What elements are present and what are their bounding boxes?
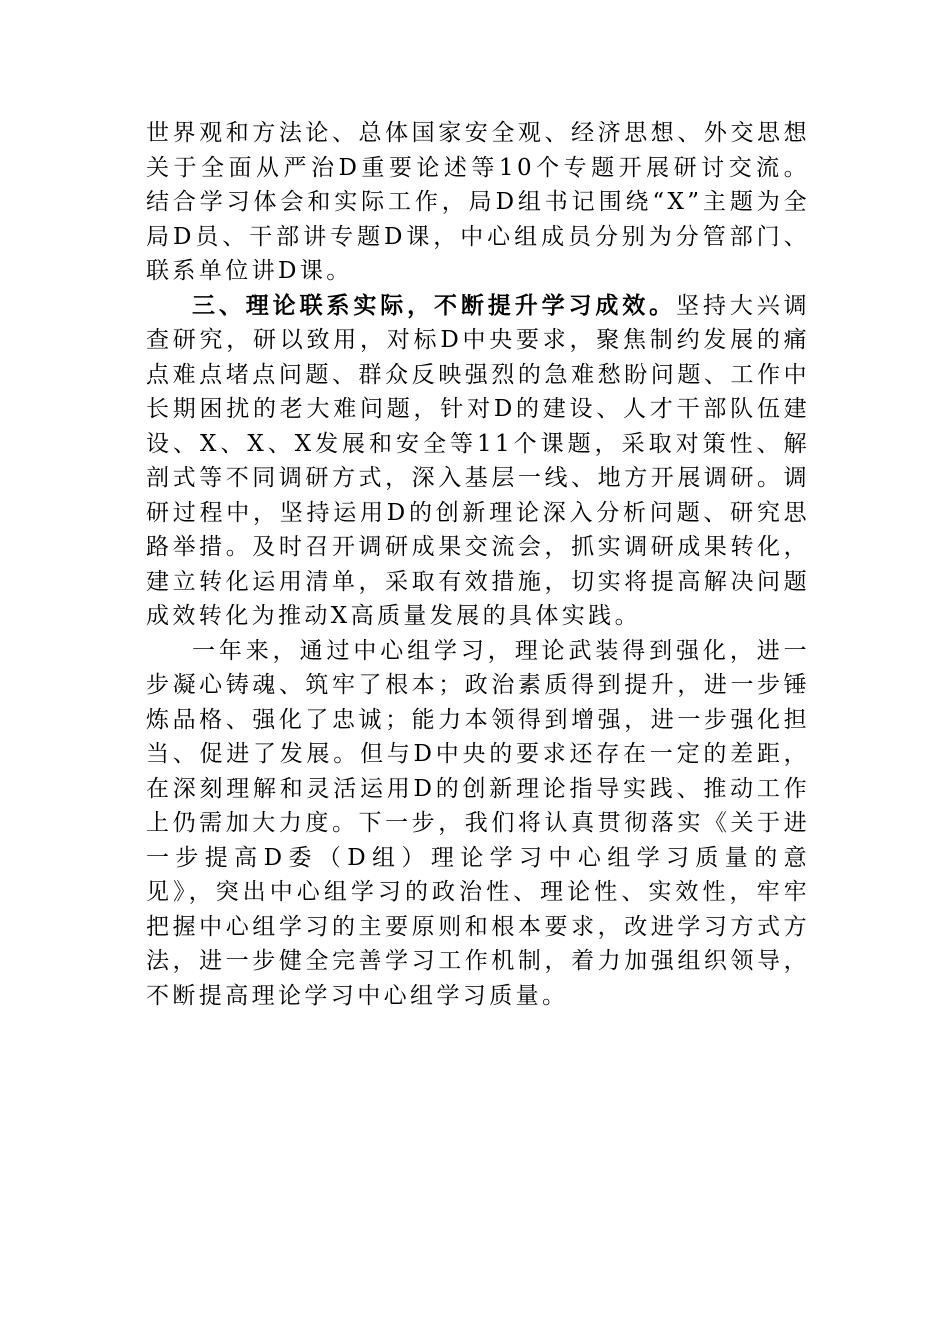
paragraph-study-topics bbox=[146, 116, 810, 289]
paragraph-text: 坚持大兴调查研究，研以致用，对标D中央要求，聚焦制约发展的痛点难点堵点问题、群众反映强烈的急难愁盼问题、工作中长期困扰的老大难问题，针对D的建设、人才干部队伍建设、X、X、X发展和安全等11个课题，采取对策性、解剖式等不同调研方式，深入基层一线、地方开展调研。调研过程中，坚持运用D的创新理论深入分析问题、研究思路举措。及时召开调研成果交流会，抓实调研成果转化，建立转化运用清单，采取有效措施，切实将提高解决问题成效转化为推动X高质量发展的具体实践。 bbox=[146, 292, 811, 629]
paragraph-summary bbox=[146, 634, 810, 1014]
document-body bbox=[146, 116, 810, 1013]
paragraph-text: 世界观和方法论、总体国家安全观、经济思想、外交思想关于全面从严治D重要论述等10个专题开展研讨交流。结合学习体会和实际工作，局D组书记围绕“X”主题为全局D员、干部讲专题D课，中心组成员分别为分管部门、联系单位讲D课。 bbox=[146, 120, 810, 284]
paragraph-text: 一年来，通过中心组学习，理论武装得到强化，进一步凝心铸魂、筑牢了根本；政治素质得到提升，进一步锤炼品格、强化了忠诚；能力本领得到增强，进一步强化担当、促进了发展。但与D中央的要求还存在一定的差距，在深刻理解和灵活运用D的创新理论指导实践、推动工作上仍需加大力度。下一步，我们将认真贯彻落实《关于进一步提高D委（D组）理论学习中心组学习质量的意见》，突出中心组学习的政治性、理论性、实效性，牢牢把握中心组学习的主要原则和根本要求，改进学习方式方法，进一步健全完善学习工作机制，着力加强组织领导，不断提高理论学习中心组学习质量。 bbox=[146, 637, 810, 1009]
paragraph-theory-practice bbox=[146, 289, 810, 634]
section-heading-three: 三、理论联系实际，不断提升学习成效。 bbox=[192, 292, 677, 319]
